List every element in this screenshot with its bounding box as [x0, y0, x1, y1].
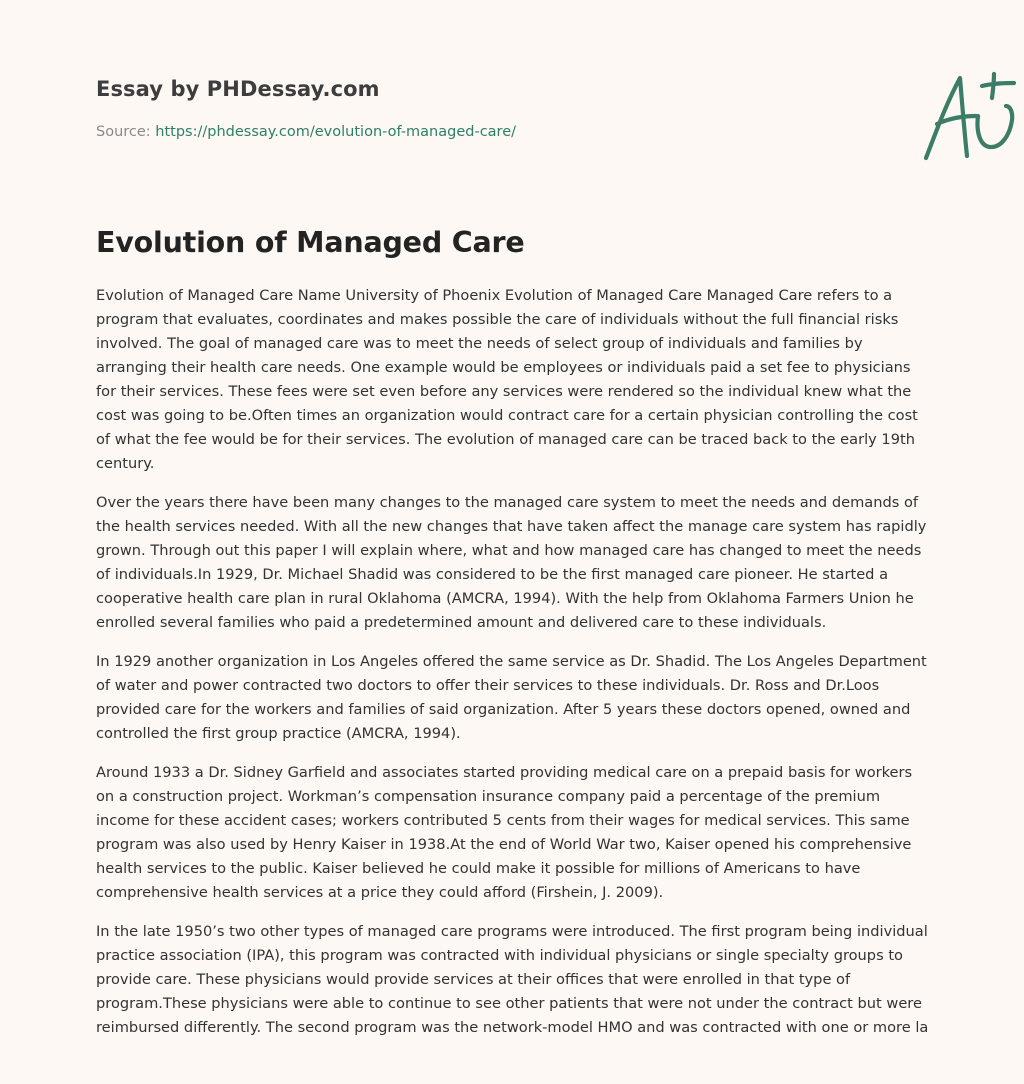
essay-paragraph: In 1929 another organization in Los Angeles offered the same service as Dr. Shadid. The Los Angeles Department of water and power contracted two doctors to offer their services to these individuals. Dr. Ross and Dr.Loos provided care for the workers and families of said organization. After 5 years these doctors opened, owned and controlled the first group practice (AMCRA, 1994). — [96, 653, 927, 742]
essay-paragraph: Over the years there have been many changes to the managed care system to meet the needs and demands of the health services needed. With all the new changes that have taken affect the manage care system has rapidly grown. Through out this paper I will explain where, what and how managed care has changed to meet the needs of individuals.In 1929, Dr. Michael Shadid was considered to be the first managed care pioneer. He started a cooperative health care plan in rural Oklahoma (AMCRA, 1994). With the help from Oklahoma Farmers Union he enrolled several families who paid a predetermined amount and delivered care to these individuals. — [96, 494, 927, 631]
essay-title: Evolution of Managed Care — [96, 226, 525, 259]
a-plus-logo-icon — [920, 66, 1024, 166]
essay-body — [96, 284, 932, 1055]
essay-paragraph: Evolution of Managed Care Name University of Phoenix Evolution of Managed Care Managed Care refers to a program that evaluates, coordinates and makes possible the care of individuals without the full financial risks involved. The goal of managed care was to meet the needs of select group of individuals and families by arranging their health care needs. One example would be employees or individuals paid a set fee to physicians for their services. These fees were set even before any services were rendered so the individual knew what the cost was going to be.Often times an organization would contract care for a certain physician controlling the cost of what the fee would be for their services. The evolution of managed care can be traced back to the early 19th century. — [96, 287, 918, 472]
source-link[interactable]: https://phdessay.com/evolution-of-managed-care/ — [155, 124, 516, 140]
essay-paragraph: Around 1933 a Dr. Sidney Garfield and associates started providing medical care on a prepaid basis for workers on a construction project. Workman’s compensation insurance company paid a percentage of the premium income for these accident cases; workers contributed 5 cents from their wages for medical services. This same program was also used by Henry Kaiser in 1938.At the end of World War two, Kaiser opened his comprehensive health services to the public. Kaiser believed he could make it possible for millions of Americans to have comprehensive health services at a price they could afford (Firshein, J. 2009). — [96, 764, 913, 901]
site-brand: Essay by PHDessay.com — [96, 77, 380, 101]
source-label: Source: — [96, 124, 151, 140]
essay-paragraph: In the late 1950’s two other types of managed care programs were introduced. The first program being individual practice association (IPA), this program was contracted with individual physicians or single specialty groups to provide care. These physicians would provide services at their offices that were enrolled in that type of program.These physicians were able to continue to see other patients that were not under the contract but were reimbursed differently. The second program was the network-model HMO and was contracted with one or more la — [96, 923, 929, 1036]
source-line — [96, 124, 516, 140]
